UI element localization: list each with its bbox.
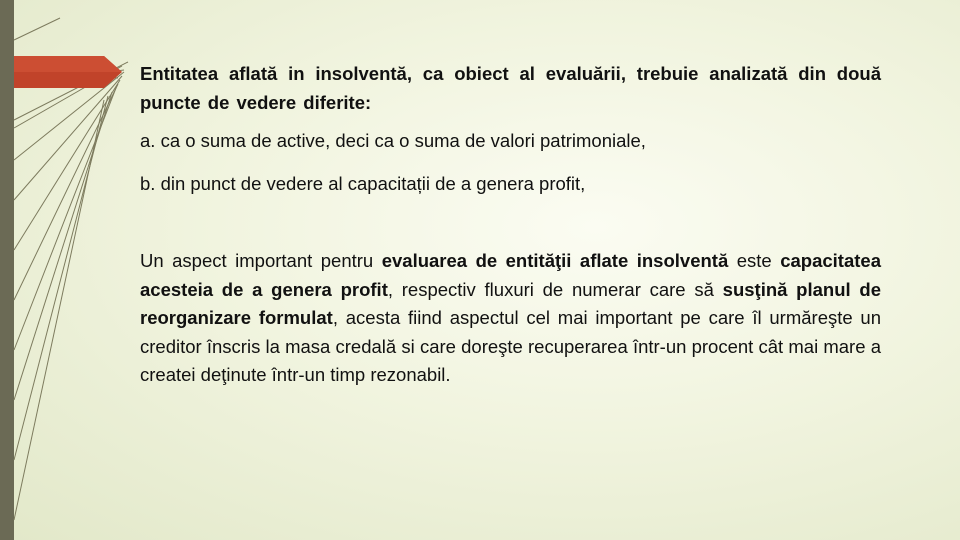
body-bold-2: capacitatea acesteia de a genera profit — [140, 250, 881, 300]
list-item-b: b. din punct de vedere al capacitații de a genera profit, — [140, 172, 586, 194]
slide-heading: Entitatea aflată in insolventă, ca obiect al evaluării, trebuie analizată din două puncte de vedere diferite: — [140, 63, 881, 113]
body-text-1: Un aspect important pentru — [140, 250, 382, 271]
body-bold-3: susţină planul de reorganizare formulat — [140, 278, 881, 328]
body-bold-1: evaluarea de entităţii aflate insolventă — [381, 250, 729, 271]
body-text-4: , acesta fiind aspectul cel mai important pe care îl urmăreşte un creditor înscris la masa credală si care doreşte recuperarea într-un procent cât mai mare a createi deţinute într-un timp rezonabil. — [140, 307, 882, 385]
body-text-3: , respectiv fluxuri de numerar care să — [387, 278, 723, 300]
list-item-a: a. ca o suma de active, deci ca o suma de valori patrimoniale, — [140, 130, 646, 151]
body-text-2: este — [728, 250, 781, 271]
decorative-lines — [0, 0, 130, 540]
body-paragraph — [140, 247, 881, 390]
slide-content — [140, 60, 881, 390]
